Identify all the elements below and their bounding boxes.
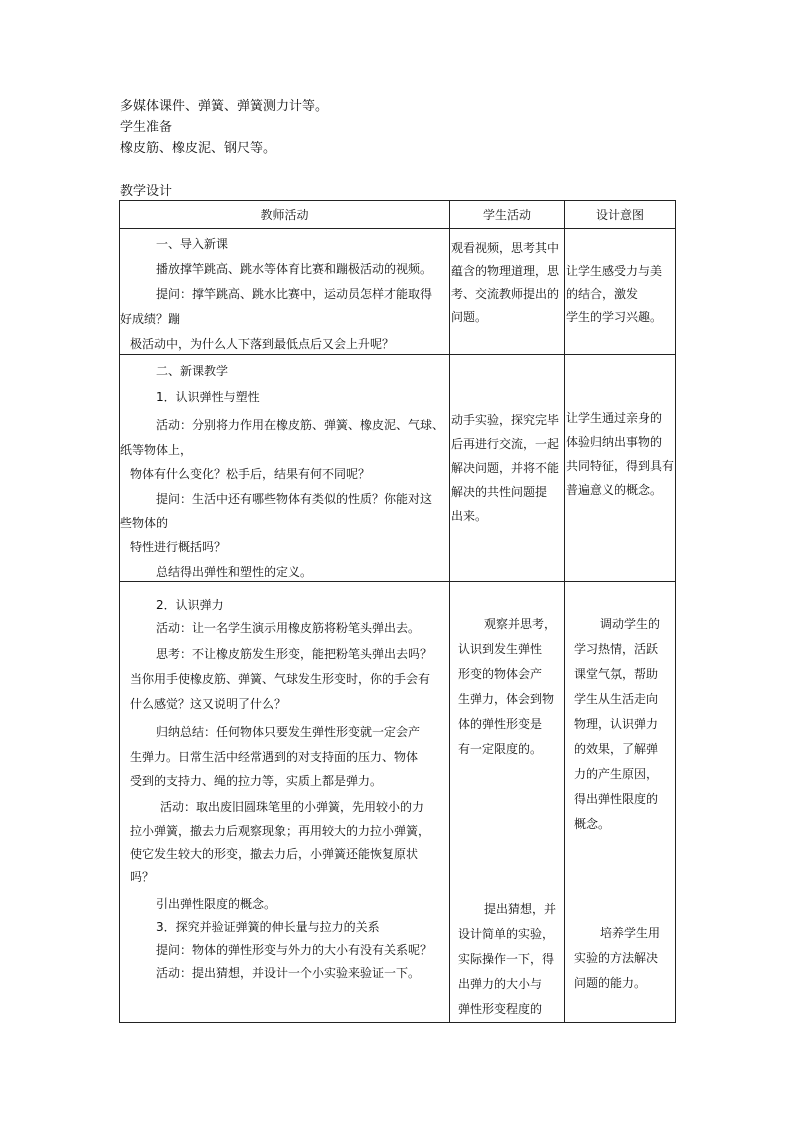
row1-student-line: 考、交流教师提出的	[451, 287, 560, 301]
row3-intent-line: 问题的能力。	[574, 976, 647, 990]
row3-student-line: 生弹力，体会到物	[458, 692, 555, 706]
row2-teacher-line: 纸等物体上，	[120, 443, 193, 457]
row2-student-line: 动手实验，探究完毕	[451, 413, 560, 427]
teaching-design-table	[119, 200, 676, 1023]
row2-student-line: 后再进行交流，一起	[451, 437, 560, 451]
row3-teacher-line: 活动：提出猜想，并设计一个小实验来验证一下。	[156, 966, 421, 980]
row3-intent-line: 课堂气氛，帮助	[574, 667, 659, 681]
row3-teacher-line: 2．认识弹力	[156, 598, 224, 612]
row3-teacher-line: 受到的支持力、绳的拉力等，实质上都是弹力。	[130, 774, 383, 788]
row3-student-line: 认识到发生弹性	[458, 642, 543, 656]
row2-student-line: 解决的共性问题提	[451, 485, 548, 499]
row3-student-line: 实际操作一下，得	[458, 952, 555, 966]
header-intent: 设计意图	[565, 201, 676, 229]
row2-intent	[565, 355, 676, 582]
header-student: 学生活动	[450, 201, 565, 229]
materials-line: 多媒体课件、弹簧、弹簧测力计等。	[120, 99, 329, 114]
row1-intent-line: 学生的学习兴趣。	[566, 310, 663, 324]
row3-teacher-line: 活动：取出废旧圆珠笔里的小弹簧，先用较小的力	[160, 800, 425, 814]
row3-intent-line: 力的产生原因，	[574, 767, 659, 781]
row2-teacher-line: 特性进行概括吗？	[130, 540, 227, 554]
header-row	[120, 201, 676, 229]
header-teacher: 教师活动	[120, 201, 450, 229]
row3-student-line: 有一定限度的。	[458, 742, 543, 756]
row3-student-line: 出弹力的大小与	[458, 977, 543, 991]
row2-teacher-line: 物体有什么变化？松手后，结果有何不同呢？	[130, 467, 371, 481]
row3-teacher-line: 活动：让一名学生演示用橡皮筋将粉笔头弹出去。	[156, 621, 421, 635]
row3-teacher-line: 使它发生较大的形变，撤去力后，小弹簧还能恢复原状	[130, 847, 419, 861]
row3-intent-line: 概念。	[574, 817, 611, 831]
row2-teacher-line: 二、新课教学	[156, 364, 229, 378]
row3-intent-line: 调动学生的	[600, 617, 661, 631]
intro-block	[120, 96, 328, 159]
row2-teacher-line: 活动：分别将力作用在橡皮筋、弹簧、橡皮泥、气球、	[156, 418, 445, 432]
row1-student-line: 蕴含的物理道理，思	[451, 264, 560, 278]
design-title: 教学设计	[120, 184, 173, 199]
row3-intent	[565, 582, 676, 1023]
row2-teacher-line: 总结得出弹性和塑性的定义。	[156, 565, 313, 579]
row1-intent	[565, 229, 676, 355]
row2-teacher-line: 1．认识弹性与塑性	[156, 390, 260, 404]
row1-student	[450, 229, 565, 355]
row3-teacher-line: 生弹力。日常生活中经常遇到的对支持面的压力、物体	[130, 750, 419, 764]
row3-student-line: 提出猜想，并	[484, 902, 557, 916]
row1-student-line: 问题。	[451, 310, 488, 324]
row2-teacher	[120, 355, 450, 582]
row3-student-line: 体的弹性形变是	[458, 717, 543, 731]
row2-student	[450, 355, 565, 582]
row3-teacher-line: 当你用手使橡皮筋、弹簧、气球发生形变时，你的手会有	[130, 672, 431, 686]
row2-intent-line: 让学生通过亲身的	[566, 411, 663, 425]
row3-teacher-line: 3．探究并验证弹簧的伸长量与拉力的关系	[156, 920, 380, 934]
table-row	[120, 229, 676, 355]
row1-teacher-line: 好成绩？蹦	[120, 312, 181, 326]
row1-intent-line: 让学生感受力与美	[566, 264, 663, 278]
row3-teacher-line: 拉小弹簧，撤去力后观察现象；再用较大的力拉小弹簧，	[130, 824, 431, 838]
row3-student-line: 观察并思考，	[484, 617, 557, 631]
student-materials-line: 橡皮筋、橡皮泥、钢尺等。	[120, 141, 277, 156]
row3-intent-line: 的效果，了解弹	[574, 742, 659, 756]
row3-intent-line: 物理，认识弹力	[574, 717, 659, 731]
table-row	[120, 582, 676, 1023]
row3-student-line: 形变的物体会产	[458, 667, 543, 681]
row3-intent-line: 培养学生用	[600, 926, 661, 940]
row3-teacher-line: 提问：物体的弹性形变与外力的大小有没有关系呢？	[156, 943, 433, 957]
row2-student-line: 解决问题，并将不能	[451, 461, 560, 475]
row2-student-line: 出来。	[451, 509, 488, 523]
row3-teacher-line: 什么感觉？这又说明了什么？	[130, 697, 287, 711]
row3-teacher	[120, 582, 450, 1023]
row3-intent-line: 学生从生活走向	[574, 692, 659, 706]
row3-teacher-line: 吗？	[130, 870, 155, 884]
row2-intent-line: 共同特征，得到具有	[566, 459, 675, 473]
row1-student-line: 观看视频，思考其中	[451, 241, 560, 255]
row2-intent-line: 普遍意义的概念。	[566, 483, 663, 497]
student-prep-heading: 学生准备	[120, 120, 173, 135]
row3-teacher-line: 归纳总结：任何物体只要发生弹性形变就一定会产	[156, 725, 421, 739]
row1-teacher-line: 播放撑竿跳高、跳水等体育比赛和蹦极活动的视频。	[156, 262, 433, 276]
table-row	[120, 355, 676, 582]
row1-teacher-line: 极活动中，为什么人下落到最低点后又会上升呢？	[130, 337, 395, 351]
row2-teacher-line: 些物体的	[120, 516, 169, 530]
row3-teacher-line: 引出弹性限度的概念。	[156, 897, 277, 911]
row3-student-line: 设计简单的实验，	[458, 927, 555, 941]
row2-intent-line: 体验归纳出事物的	[566, 435, 663, 449]
row3-intent-line: 得出弹性限度的	[574, 792, 659, 806]
row1-intent-line: 的结合，激发	[566, 287, 639, 301]
row1-teacher	[120, 229, 450, 355]
row1-teacher-line: 提问：撑竿跳高、跳水比赛中，运动员怎样才能取得	[156, 287, 433, 301]
row3-teacher-line: 思考：不让橡皮筋发生形变，能把粉笔头弹出去吗？	[156, 647, 433, 661]
row3-student-line: 弹性形变程度的	[458, 1002, 543, 1016]
row3-intent-line: 实验的方法解决	[574, 951, 659, 965]
row1-teacher-line: 一、导入新课	[156, 237, 229, 251]
row2-teacher-line: 提问：生活中还有哪些物体有类似的性质？你能对这	[156, 492, 433, 506]
row3-student	[450, 582, 565, 1023]
row3-intent-line: 学习热情，活跃	[574, 642, 659, 656]
